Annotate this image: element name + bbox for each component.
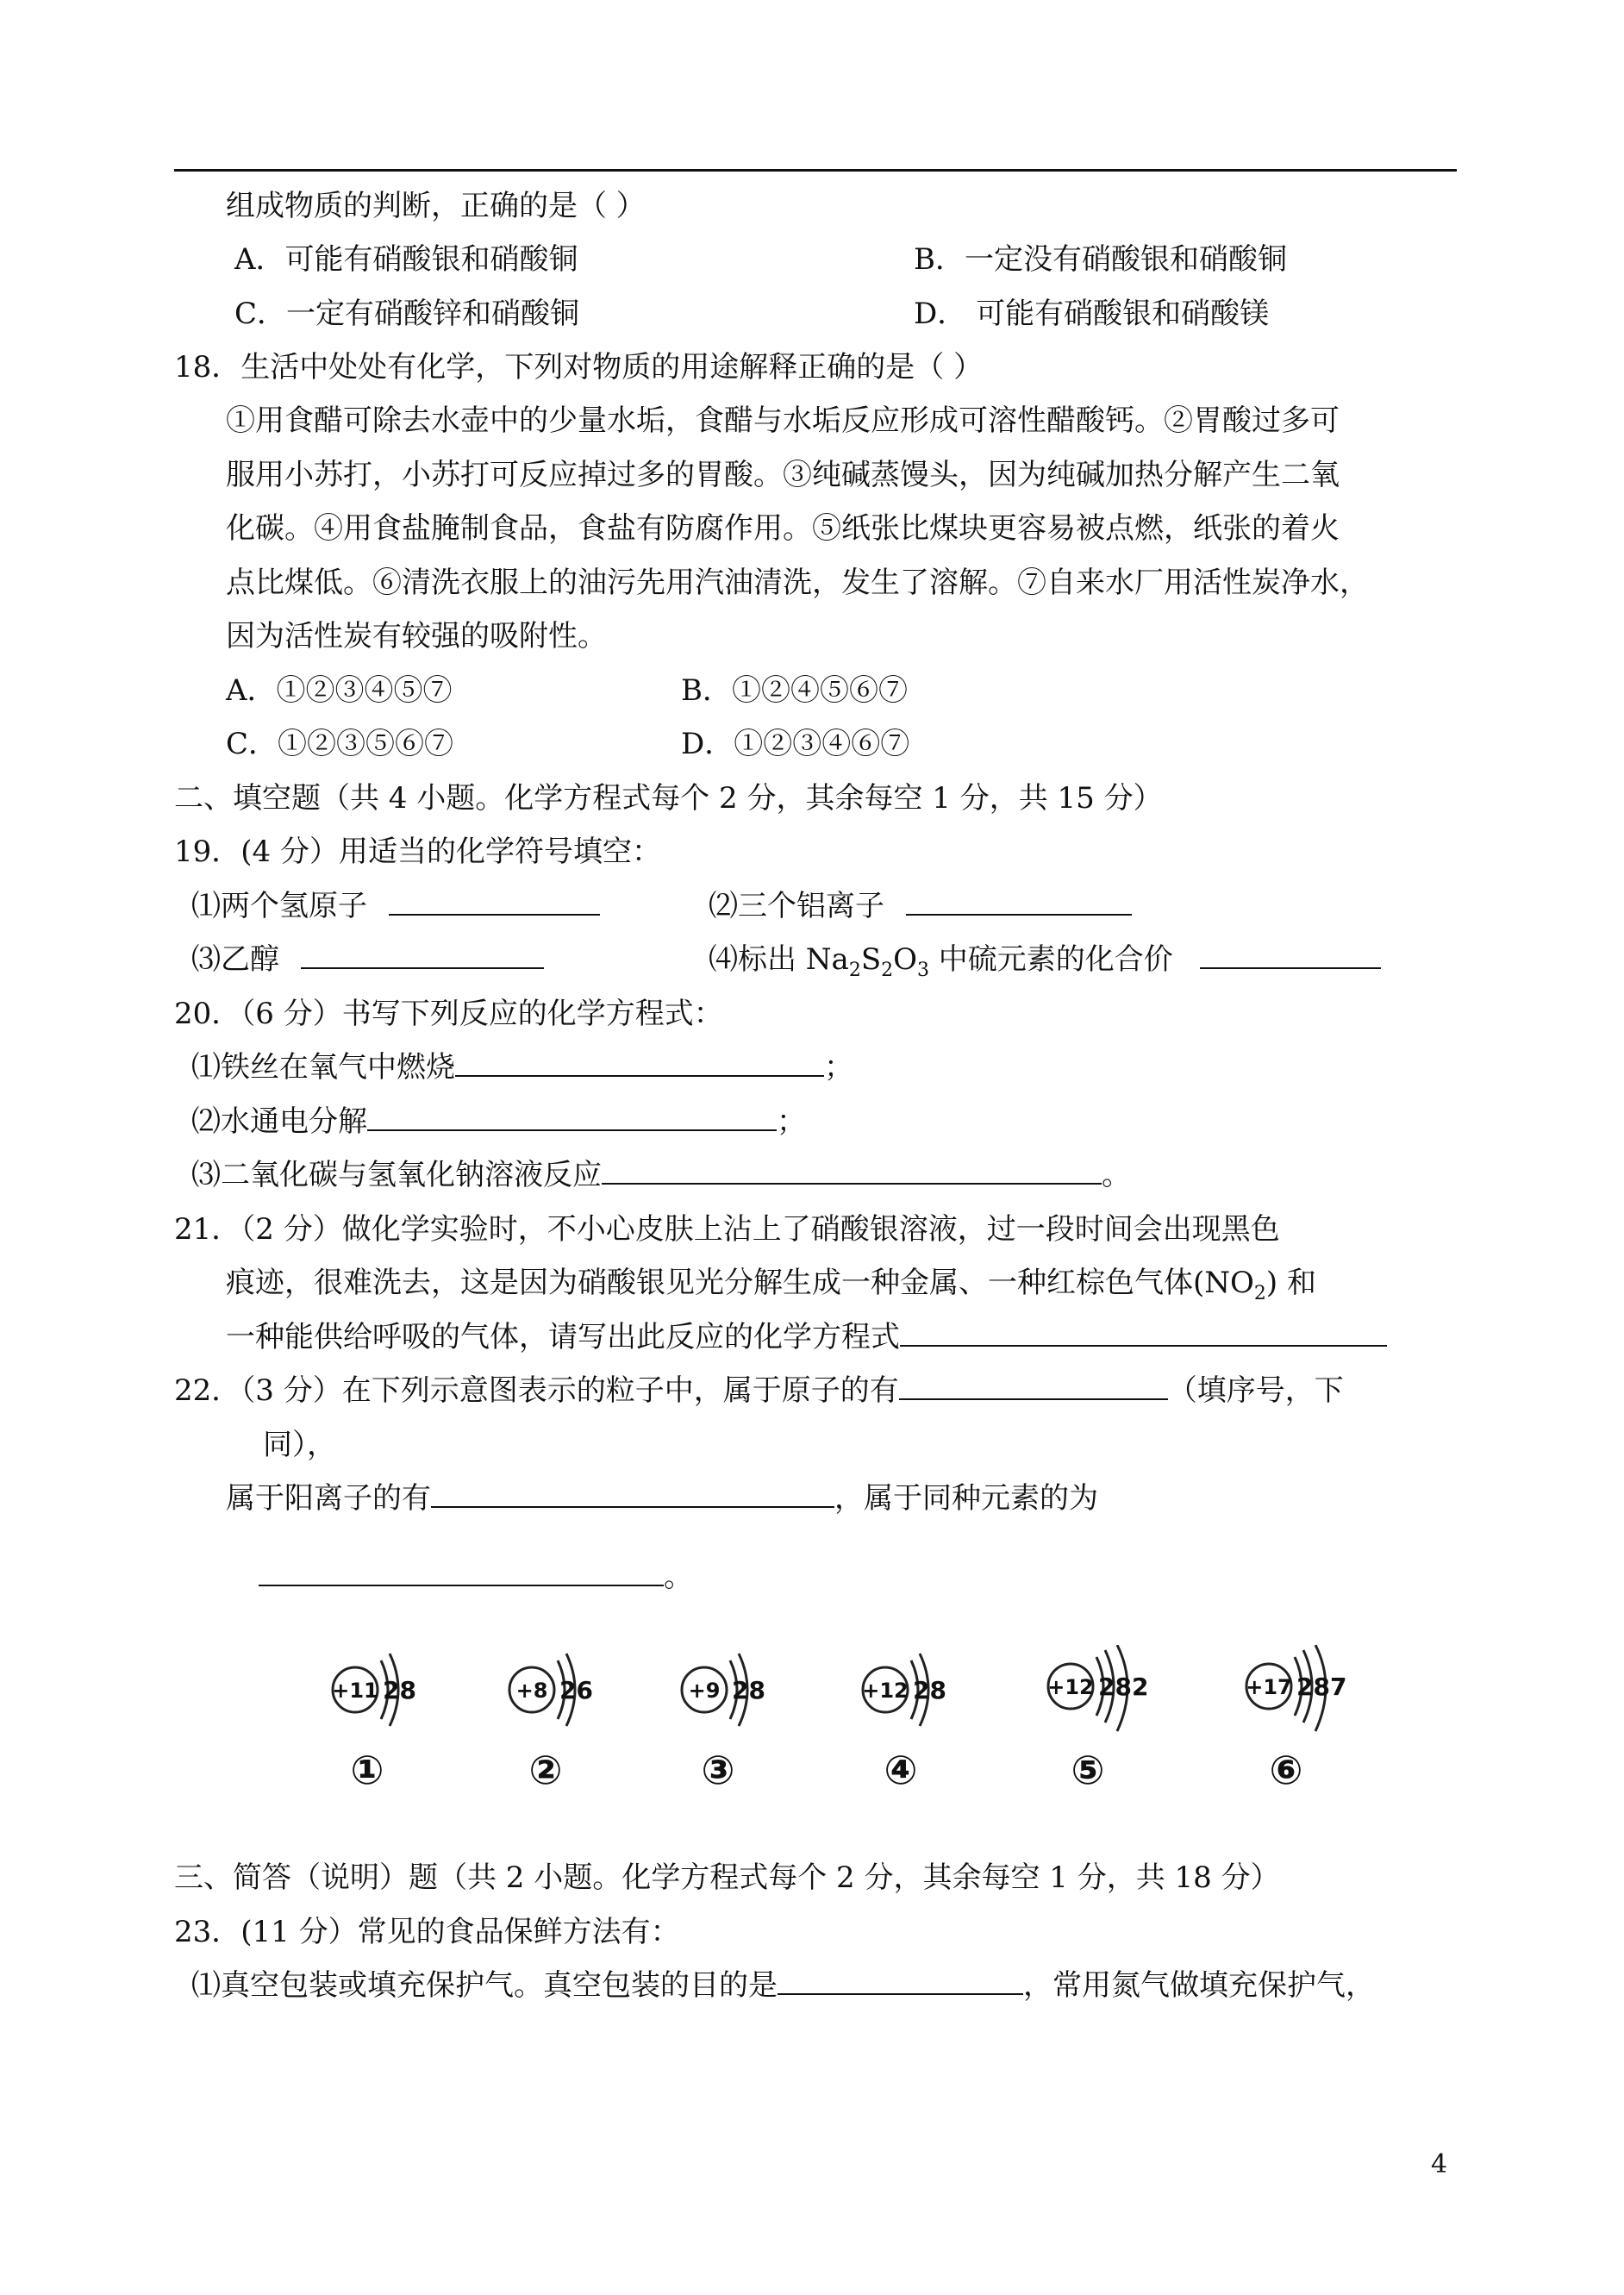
atom-structure-icon [1043,1645,1198,1748]
q19-blank-1[interactable] [389,888,600,916]
q19-part-1 [191,888,600,924]
page-number: 4 [1431,2149,1448,2179]
q21-line-2 [226,1265,1316,1304]
header-rule [174,169,1457,172]
q20-stem: 20．（6 分）书写下列反应的化学方程式： [174,997,723,1031]
q18-option-a: A．①②③④⑤⑦ [226,673,453,708]
particle-diagram [1043,1645,1181,1809]
q21-line-3 [226,1319,1387,1355]
punctuation: 。 [664,1560,693,1594]
nucleus-charge: +12 [862,1679,909,1703]
q20-blank-3[interactable] [602,1157,1102,1185]
q22-cation-label: 属于阳离子的有 [226,1481,431,1516]
q22-line-1-tail: （填序号，下 [1167,1373,1344,1408]
q19-blank-2[interactable] [906,888,1132,916]
section-3-heading: 三、简答（说明）题（共 2 小题。化学方程式每个 2 分，其余每空 1 分，共 18 分） [174,1860,1280,1895]
electron-shells: 28 [913,1676,946,1704]
q21-line-2-text: 痕迹，很难洗去，这是因为硝酸银见光分解生成一种金属、一种红棕色气体(NO [226,1266,1254,1300]
atom-structure-icon [858,1645,996,1748]
particle-diagram [328,1645,465,1809]
q19-part-4-tail: 中硫元素的化合价 [929,942,1173,977]
nucleus-charge: +8 [515,1679,548,1703]
q20-part-3 [191,1157,1131,1193]
nucleus-charge: +11 [332,1679,378,1703]
subscript: 2 [881,959,894,981]
subscript: 2 [848,959,861,981]
particle-label: ② [528,1747,563,1793]
q23-part-1-text: ⑴真空包装或填充保护气。真空包装的目的是 [191,1968,778,2003]
particle-diagram [858,1645,996,1809]
q17-option-a: A．可能有硝酸银和硝酸铜 [234,242,578,277]
particle-diagram [677,1645,815,1809]
punctuation: ； [824,1050,853,1085]
q23-part-1 [191,1967,1375,2004]
q19-part-4 [709,941,1381,981]
q19-blank-4[interactable] [1200,941,1381,969]
q22-blank-cations[interactable] [431,1480,834,1508]
electron-shells: 28 [732,1676,765,1704]
q17-stem-tail: 组成物质的判断，正确的是（ ） [226,189,646,223]
atom-structure-icon [504,1645,642,1748]
atom-structure-icon [328,1645,465,1748]
q18-body-line: 点比煤低。⑥清洗衣服上的油污先用汽油清洗，发生了溶解。⑦自来水厂用活性炭净水， [226,566,1369,600]
q20-blank-2[interactable] [367,1104,777,1131]
q22-line-1-text: 22．（3 分）在下列示意图表示的粒子中，属于原子的有 [174,1373,899,1408]
q18-stem: 18．生活中处处有化学，下列对物质的用途解释正确的是（ ） [174,350,984,385]
q19-stem: 19．(4 分）用适当的化学符号填空： [174,835,661,869]
q23-part-1-tail: ，常用氮气做填充保护气， [1023,1968,1375,2003]
q23-stem: 23．(11 分）常见的食品保鲜方法有： [174,1915,680,1949]
q18-option-c: C．①②③⑤⑥⑦ [226,727,454,761]
q19-part-3-label: ⑶乙醇 [191,942,279,977]
q18-option-d: D．①②③④⑥⑦ [681,727,910,761]
electron-shells: 282 [1098,1673,1149,1701]
q23-blank-1[interactable] [778,1967,1023,1995]
q22-line-3 [226,1480,1098,1516]
punctuation: 。 [1102,1158,1131,1192]
subscript: 2 [1253,1282,1266,1304]
nucleus-charge: +17 [1246,1675,1292,1699]
punctuation: ； [777,1104,806,1139]
q18-body-line: 化碳。④用食盐腌制食品，食盐有防腐作用。⑤纸张比煤块更容易被点燃，纸张的着火 [226,511,1340,546]
q22-blank-same-element[interactable] [259,1559,664,1586]
atom-structure-icon [1241,1645,1396,1748]
q18-option-b: B．①②④⑤⑥⑦ [681,673,908,708]
q22-element-label: ，属于同种元素的为 [834,1481,1098,1516]
nucleus-charge: +9 [688,1679,721,1703]
particle-label: ⑤ [1071,1747,1105,1793]
q19-part-2 [709,888,1132,924]
q22-line-4 [259,1559,693,1595]
particle-diagram [1241,1645,1379,1809]
q22-line-1 [174,1373,1344,1409]
particle-diagrams [328,1645,1396,1809]
electron-shells: 28 [383,1676,416,1704]
electron-shells: 26 [559,1676,593,1704]
q19-part-4-label: ⑷标出 Na [709,942,849,977]
q18-body-line: ①用食醋可除去水壶中的少量水垢，食醋与水垢反应形成可溶性醋酸钙。②胃酸过多可 [226,403,1340,438]
q17-option-b: B．一定没有硝酸银和硝酸铜 [914,242,1287,277]
q20-part-2 [191,1104,806,1140]
q20-blank-1[interactable] [455,1049,824,1077]
q17-option-d: D． 可能有硝酸银和硝酸镁 [914,297,1270,331]
q20-part-1 [191,1049,853,1085]
q21-line-2-tail: ) 和 [1265,1266,1316,1300]
q22-blank-atoms[interactable] [899,1373,1168,1400]
particle-diagram [504,1645,642,1809]
formula-part: O [893,942,917,977]
q19-blank-3[interactable] [301,941,544,969]
q21-line-3-text: 一种能供给呼吸的气体，请写出此反应的化学方程式 [226,1320,900,1354]
q18-body-line: 服用小苏打，小苏打可反应掉过多的胃酸。③纯碱蒸馒头，因为纯碱加热分解产生二氧 [226,458,1340,492]
particle-label: ⑥ [1269,1747,1303,1793]
particle-label: ③ [701,1747,735,1793]
subscript: 3 [917,959,929,981]
q20-part-1-label: ⑴铁丝在氧气中燃烧 [191,1050,455,1085]
q20-part-3-label: ⑶二氧化碳与氢氧化钠溶液反应 [191,1158,602,1192]
formula-part: S [860,942,882,977]
electron-shells: 287 [1296,1673,1347,1701]
q19-part-2-label: ⑵三个铝离子 [709,889,884,923]
q20-part-2-label: ⑵水通电分解 [191,1104,367,1139]
particle-label: ① [350,1747,384,1793]
q17-option-c: C．一定有硝酸锌和硝酸铜 [234,297,580,331]
q22-line-2: 同）， [263,1428,336,1462]
atom-structure-icon [677,1645,815,1748]
section-2-heading: 二、填空题（共 4 小题。化学方程式每个 2 分，其余每空 1 分，共 15 分） [174,781,1163,816]
nucleus-charge: +12 [1047,1675,1094,1699]
particle-label: ④ [884,1747,918,1793]
q21-blank[interactable] [900,1319,1387,1347]
q19-part-1-label: ⑴两个氢原子 [191,889,367,923]
q19-part-3 [191,941,544,978]
q21-line-1: 21．（2 分）做化学实验时，不小心皮肤上沾上了硝酸银溶液，过一段时间会出现黑色 [174,1212,1280,1247]
q18-body-line: 因为活性炭有较强的吸附性。 [226,619,607,653]
